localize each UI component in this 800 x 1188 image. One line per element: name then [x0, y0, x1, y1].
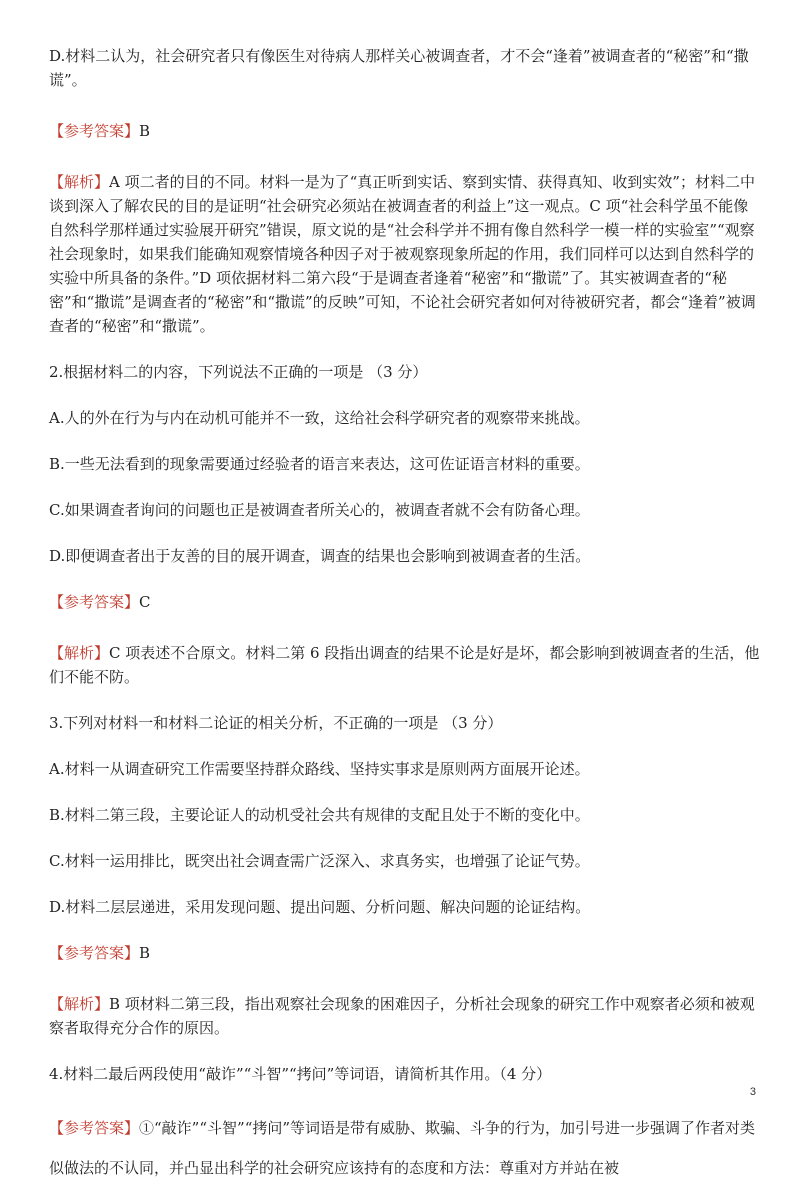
analysis-text: B 项材料二第三段，指出观察社会现象的困难因子，分析社会现象的研究工作中观察者必须和被观察者取得充分合作的原因。: [49, 995, 755, 1037]
q2-stem: 2.根据材料二的内容，下列说法不正确的一项是 （3 分）: [49, 363, 428, 381]
q3-stem: 3.下列对材料一和材料二论证的相关分析，不正确的一项是 （3 分）: [49, 714, 503, 732]
answer-value: B: [139, 944, 151, 962]
q2-option-b: B.一些无法看到的现象需要通过经验者的语言来表达，这可佐证语言材料的重要。: [49, 455, 590, 473]
document-page: [49, 44, 761, 1188]
q3-option-a: A.材料一从调查研究工作需要坚持群众路线、坚持实事求是原则两方面展开论述。: [49, 760, 590, 778]
analysis-text: C 项表述不合原文。材料二第 6 段指出调查的结果不论是好是坏，都会影响到被调查者的生活，他们不能不防。: [49, 644, 760, 686]
q1-option-d: D.材料二认为，社会研究者只有像医生对待病人那样关心被调查者，才不会“逢着”被调查者的“秘密”和“撒谎”。: [49, 47, 749, 89]
q3-option-b: B.材料二第三段，主要论证人的动机受社会共有规律的支配且处于不断的变化中。: [49, 806, 590, 824]
q2-option-d: D.即便调查者出于友善的目的展开调查，调查的结果也会影响到被调查者的生活。: [49, 547, 591, 565]
q3-option-d: D.材料二层层递进，采用发现问题、提出问题、分析问题、解决问题的论证结构。: [49, 898, 591, 916]
answer-value: C: [139, 593, 151, 611]
answer-label: 【参考答案】: [49, 593, 140, 611]
q3-answer: [49, 941, 761, 965]
q4-answer: [49, 1108, 761, 1188]
answer-label: 【参考答案】: [49, 122, 140, 140]
answer-value: B: [139, 122, 151, 140]
page-number: 3: [749, 1086, 756, 1098]
analysis-text: A 项二者的目的不同。材料一是为了“真正听到实话、察到实情、获得真知、收到实效”；材料二中谈到深入了解农民的目的是证明“社会研究必须站在被调查者的利益上”这一观点。C 项“社会科学虽不能像自然科学那样通过实验展开研究”错误，原文说的是“社会科学并不拥有像自然科学一模一样的实验室”“观察社会现象时，如果我们能确知观察情境各种因子对于被观察现象所起的作用，我们同样可以达到自然科学的实验中所具备的条件。”D 项依据材料二第六段“于是调查者逢着“秘密”和“撒谎”了。其实被调查者的“秘密”和“撒谎”是调查者的“秘密”和“撒谎”的反映”可知，不论社会研究者如何对待被研究者，都会“逢着”被调查者的“秘密”和“撒谎”。: [49, 173, 756, 335]
analysis-label: 【解析】: [49, 995, 110, 1013]
q2-answer: [49, 590, 761, 614]
q2-analysis: [49, 641, 761, 689]
q4-stem: 4.材料二最后两段使用“敲诈”“斗智”“拷问”等词语，请简析其作用。（4 分）: [49, 1065, 552, 1083]
q3-option-c: C.材料一运用排比，既突出社会调查需广泛深入、求真务实，也增强了论证气势。: [49, 852, 590, 870]
analysis-label: 【解析】: [49, 173, 110, 191]
q2-option-c: C.如果调查者询问的问题也正是被调查者所关心的，被调查者就不会有防备心理。: [49, 501, 590, 519]
q3-analysis: [49, 992, 761, 1040]
answer-text: ①“敲诈”“斗智”“拷问”等词语是带有威胁、欺骗、斗争的行为，加引号进一步强调了作者对类似做法的不认同，并凸显出科学的社会研究应该持有的态度和方法：尊重对方并站在被: [49, 1119, 756, 1177]
q2-option-a: A.人的外在行为与内在动机可能并不一致，这给社会科学研究者的观察带来挑战。: [49, 409, 590, 427]
analysis-label: 【解析】: [49, 644, 110, 662]
q1-analysis: [49, 170, 761, 338]
q1-answer: [49, 119, 761, 143]
answer-label: 【参考答案】: [49, 1119, 140, 1137]
answer-label: 【参考答案】: [49, 944, 140, 962]
